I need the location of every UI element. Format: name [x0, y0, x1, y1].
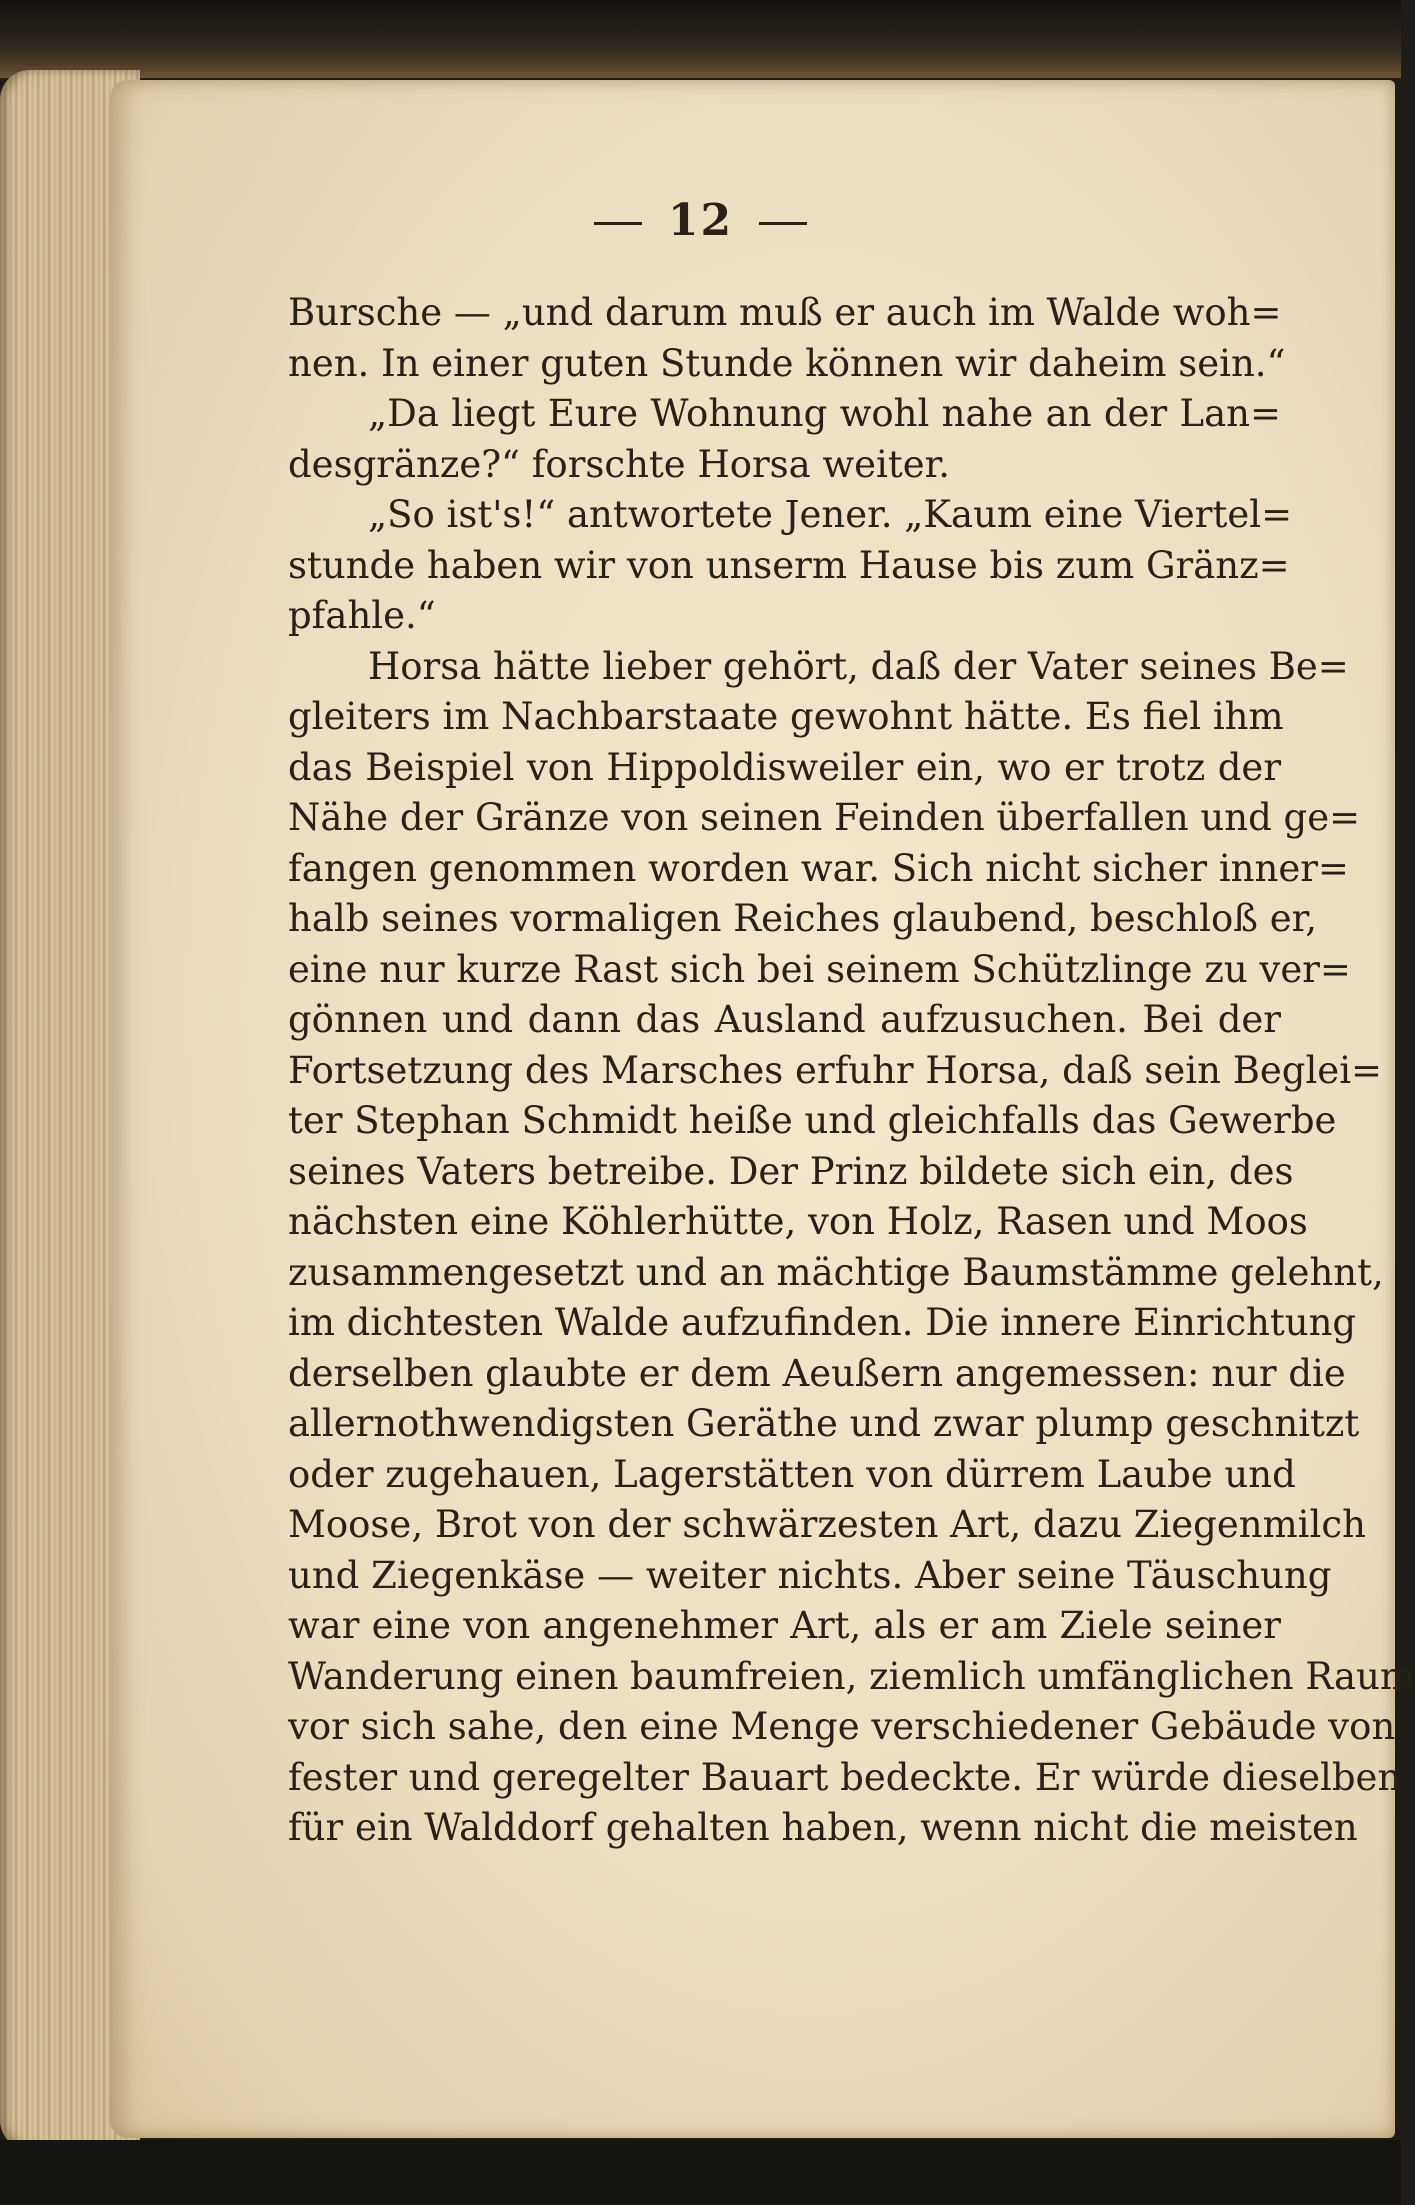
text-line: Nähe der Gränze von seinen Feinden überfallen und ge=	[288, 796, 1361, 839]
text-line: desgränze?“ forschte Horsa weiter.	[288, 442, 951, 486]
page-number	[0, 195, 1401, 246]
text-line: Fortsetzung des Marsches erfuhr Horsa, daß sein Beglei=	[288, 1048, 1383, 1092]
text-line: gönnen und dann das Ausland aufzusuchen. Bei der	[288, 998, 1281, 1041]
text-line: fangen genommen worden war. Sich nicht sicher inner=	[288, 846, 1349, 890]
text-line: Bursche — „und darum muß er auch im Walde woh=	[288, 291, 1282, 334]
text-line: eine nur kurze Rast sich bei seinem Schützlinge zu ver=	[288, 947, 1351, 991]
text-line: war eine von angenehmer Art, als er am Ziele seiner	[288, 1604, 1281, 1647]
text-line: oder zugehauen, Lagerstätten von dürrem Laube und	[288, 1452, 1296, 1496]
page-number-dash-right	[759, 222, 807, 225]
text-line: pfahle.“	[288, 594, 436, 637]
text-line: „Da liegt Eure Wohnung wohl nahe an der Lan=	[368, 392, 1281, 435]
text-line: vor sich sahe, den eine Menge verschiedener Gebäude von	[288, 1705, 1396, 1748]
text-line: nächsten eine Köhlerhütte, von Holz, Rasen und Moos	[288, 1200, 1308, 1243]
text-line: und Ziegenkäse — weiter nichts. Aber seine Täuschung	[288, 1553, 1332, 1597]
text-line: Wanderung einen baumfreien, ziemlich umfänglichen Raum	[288, 1654, 1415, 1698]
text-line: gleiters im Nachbarstaate gewohnt hätte. Es fiel ihm	[288, 695, 1284, 738]
book-binding-top	[0, 0, 1401, 78]
text-line: halb seines vormaligen Reiches glaubend, beschloß er,	[288, 897, 1318, 940]
text-line: stunde haben wir von unserm Hause bis zum Gränz=	[288, 543, 1290, 587]
text-line: fester und geregelter Bauart bedeckte. Er würde dieselben	[288, 1755, 1402, 1799]
scan-background-bottom	[0, 2140, 1401, 2205]
text-line: nen. In einer guten Stunde können wir daheim sein.“	[288, 341, 1286, 385]
text-line: „So ist's!“ antwortete Jener. „Kaum eine Viertel=	[368, 493, 1293, 536]
text-line: für ein Walddorf gehalten haben, wenn nicht die meisten	[288, 1806, 1358, 1849]
text-line: ter Stephan Schmidt heiße und gleichfalls das Gewerbe	[288, 1099, 1337, 1142]
text-line: seines Vaters betreibe. Der Prinz bildete sich ein, des	[288, 1149, 1294, 1193]
text-line: das Beispiel von Hippoldisweiler ein, wo er trotz der	[288, 745, 1281, 789]
text-line: zusammengesetzt und an mächtige Baumstämme gelehnt,	[288, 1250, 1384, 1294]
text-line: allernothwendigsten Geräthe und zwar plump geschnitzt	[288, 1402, 1360, 1445]
page-number-dash-left	[594, 222, 642, 225]
text-line: Moose, Brot von der schwärzesten Art, dazu Ziegenmilch	[288, 1503, 1366, 1546]
body-text	[288, 288, 1415, 1854]
text-line: im dichtesten Walde aufzufinden. Die innere Einrichtung	[288, 1301, 1357, 1344]
page-number-value: 12	[667, 195, 734, 246]
text-line: Horsa hätte lieber gehört, daß der Vater seines Be=	[368, 644, 1349, 688]
text-line: derselben glaubte er dem Aeußern angemessen: nur die	[288, 1351, 1346, 1395]
